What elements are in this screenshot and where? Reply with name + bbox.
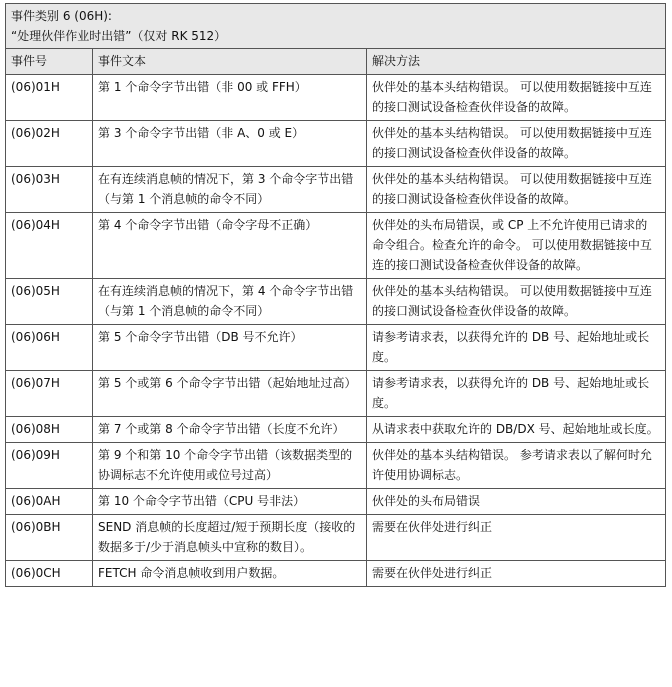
table-row bbox=[6, 417, 666, 443]
event-text: 第 3 个命令字节出错（非 A、0 或 E） bbox=[93, 121, 367, 167]
event-solution: 伙伴处的基本头结构错误。 可以使用数据链接中互连的接口测试设备检查伙伴设备的故障。 bbox=[367, 167, 666, 213]
event-text: 第 10 个命令字节出错（CPU 号非法） bbox=[93, 489, 367, 515]
event-code: (06)04H bbox=[6, 213, 93, 279]
event-text: 第 7 个或第 8 个命令字节出错（长度不允许） bbox=[93, 417, 367, 443]
event-text: 第 5 个命令字节出错（DB 号不允许） bbox=[93, 325, 367, 371]
header-row bbox=[6, 49, 666, 75]
table-row bbox=[6, 371, 666, 417]
table-row bbox=[6, 213, 666, 279]
event-code: (06)03H bbox=[6, 167, 93, 213]
event-text: 第 9 个和第 10 个命令字节出错（该数据类型的协调标志不允许使用或位号过高） bbox=[93, 443, 367, 489]
event-code: (06)09H bbox=[6, 443, 93, 489]
event-table bbox=[5, 3, 666, 587]
event-code: (06)01H bbox=[6, 75, 93, 121]
table-row bbox=[6, 167, 666, 213]
event-code: (06)0AH bbox=[6, 489, 93, 515]
event-code: (06)07H bbox=[6, 371, 93, 417]
table-row bbox=[6, 121, 666, 167]
event-solution: 请参考请求表，以获得允许的 DB 号、起始地址或长度。 bbox=[367, 325, 666, 371]
event-text: 在有连续消息帧的情况下，第 3 个命令字节出错（与第 1 个消息帧的命令不同） bbox=[93, 167, 367, 213]
event-code: (06)05H bbox=[6, 279, 93, 325]
table-row bbox=[6, 279, 666, 325]
caption-line-2: “处理伙伴作业时出错”（仅对 RK 512） bbox=[11, 29, 227, 43]
header-solution: 解决方法 bbox=[367, 49, 666, 75]
table-row bbox=[6, 489, 666, 515]
event-text: FETCH 命令消息帧收到用户数据。 bbox=[93, 561, 367, 587]
table-caption bbox=[6, 4, 666, 49]
event-code: (06)02H bbox=[6, 121, 93, 167]
event-solution: 伙伴处的头布局错误，或 CP 上不允许使用已请求的命令组合。检查允许的命令。 可以使用数据链接中互连的接口测试设备检查伙伴设备的故障。 bbox=[367, 213, 666, 279]
event-solution: 需要在伙伴处进行纠正 bbox=[367, 515, 666, 561]
event-code: (06)0BH bbox=[6, 515, 93, 561]
event-solution: 伙伴处的基本头结构错误。 可以使用数据链接中互连的接口测试设备检查伙伴设备的故障。 bbox=[367, 121, 666, 167]
event-solution: 需要在伙伴处进行纠正 bbox=[367, 561, 666, 587]
event-code: (06)0CH bbox=[6, 561, 93, 587]
table-row bbox=[6, 443, 666, 489]
event-solution: 伙伴处的头布局错误 bbox=[367, 489, 666, 515]
table-row bbox=[6, 75, 666, 121]
event-code: (06)06H bbox=[6, 325, 93, 371]
table-caption-row bbox=[6, 4, 666, 49]
table-row bbox=[6, 561, 666, 587]
event-text: 第 4 个命令字节出错（命令字母不正确） bbox=[93, 213, 367, 279]
event-solution: 伙伴处的基本头结构错误。 可以使用数据链接中互连的接口测试设备检查伙伴设备的故障。 bbox=[367, 279, 666, 325]
event-text: 第 5 个或第 6 个命令字节出错（起始地址过高） bbox=[93, 371, 367, 417]
caption-line-1: 事件类别 6 (06H): bbox=[11, 9, 112, 23]
event-text: SEND 消息帧的长度超过/短于预期长度（接收的数据多于/少于消息帧头中宣称的数目）。 bbox=[93, 515, 367, 561]
event-solution: 请参考请求表，以获得允许的 DB 号、起始地址或长度。 bbox=[367, 371, 666, 417]
header-event-text: 事件文本 bbox=[93, 49, 367, 75]
event-solution: 伙伴处的基本头结构错误。 可以使用数据链接中互连的接口测试设备检查伙伴设备的故障。 bbox=[367, 75, 666, 121]
header-event-code: 事件号 bbox=[6, 49, 93, 75]
event-text: 第 1 个命令字节出错（非 00 或 FFH） bbox=[93, 75, 367, 121]
event-solution: 伙伴处的基本头结构错误。 参考请求表以了解何时允许使用协调标志。 bbox=[367, 443, 666, 489]
event-solution: 从请求表中获取允许的 DB/DX 号、起始地址或长度。 bbox=[367, 417, 666, 443]
table-row bbox=[6, 325, 666, 371]
event-text: 在有连续消息帧的情况下，第 4 个命令字节出错（与第 1 个消息帧的命令不同） bbox=[93, 279, 367, 325]
event-code: (06)08H bbox=[6, 417, 93, 443]
table-row bbox=[6, 515, 666, 561]
